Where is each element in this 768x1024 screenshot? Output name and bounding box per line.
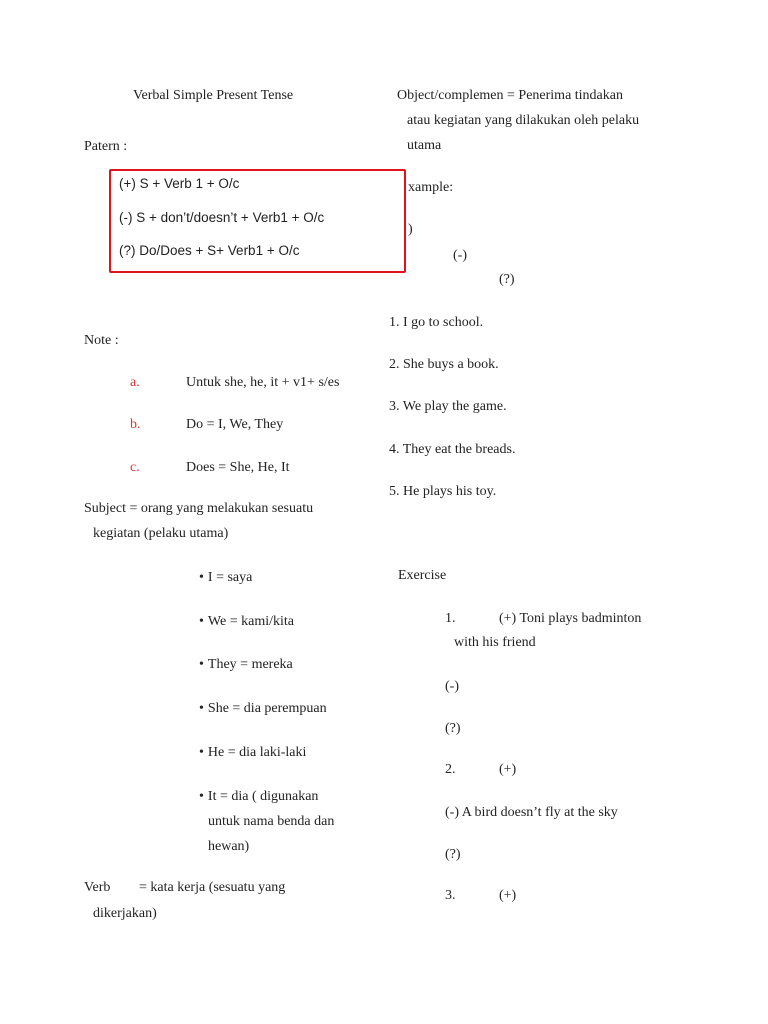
note-text-c: Does = She, He, It [186,460,290,475]
example-sentence: 4. They eat the breads. [389,442,516,457]
subject-item-cont: hewan) [208,839,250,854]
object-definition: Object/complemen = Penerima tindakan [397,88,623,103]
example-sentence: 1. I go to school. [389,315,484,330]
pattern-positive: (+) S + Verb 1 + O/c [119,176,240,191]
pattern-negative: (-) S + don’t/doesn’t + Verb1 + O/c [119,210,325,225]
subject-item: • She = dia perempuan [199,700,327,718]
note-marker-b: b. [130,417,141,432]
exercise-1-text-cont: with his friend [454,635,536,650]
exercise-1-text: (+) Toni plays badminton [499,611,642,626]
page-title: Verbal Simple Present Tense [133,88,294,103]
exercise-1-negative: (-) [445,679,459,694]
exercise-label: Exercise [398,568,447,583]
subject-definition-cont: kegiatan (pelaku utama) [93,526,229,541]
note-text-a: Untuk she, he, it + v1+ s/es [186,375,340,390]
subject-definition: Subject = orang yang melakukan sesuatu [84,501,314,516]
example-question: (?) [499,272,515,287]
verb-definition-cont: dikerjakan) [93,906,157,921]
exercise-3-number: 3. [445,888,456,903]
example-plus: ) [408,222,413,237]
exercise-2-positive: (+) [499,762,517,777]
example-sentence: 2. She buys a book. [389,357,499,372]
subject-item: • It = dia ( digunakan [199,788,318,806]
exercise-2-question: (?) [445,847,461,862]
exercise-1-number: 1. [445,611,456,626]
subject-item-cont: untuk nama benda dan [208,814,335,829]
example-sentence: 5. He plays his toy. [389,484,497,499]
exercise-1-question: (?) [445,721,461,736]
exercise-2-negative: (-) A bird doesn’t fly at the sky [445,805,618,820]
subject-item: • They = mereka [199,656,293,674]
subject-item: • We = kami/kita [199,613,294,631]
verb-definition: = kata kerja (sesuatu yang [139,880,286,895]
pattern-question: (?) Do/Does + S+ Verb1 + O/c [119,243,300,258]
note-label: Note : [84,333,119,348]
exercise-3-positive: (+) [499,888,517,903]
object-definition-cont: utama [407,138,442,153]
verb-label: Verb [84,880,111,895]
exercise-2-number: 2. [445,762,456,777]
note-marker-a: a. [130,375,140,390]
example-minus: (-) [453,248,467,263]
subject-item: • I = saya [199,569,252,587]
object-definition-cont: atau kegiatan yang dilakukan oleh pelaku [407,113,640,128]
patern-label: Patern : [84,139,128,154]
note-text-b: Do = I, We, They [186,417,284,432]
note-marker-c: c. [130,460,140,475]
example-label: xample: [408,180,454,195]
subject-item: • He = dia laki-laki [199,744,306,762]
example-sentence: 3. We play the game. [389,399,507,414]
